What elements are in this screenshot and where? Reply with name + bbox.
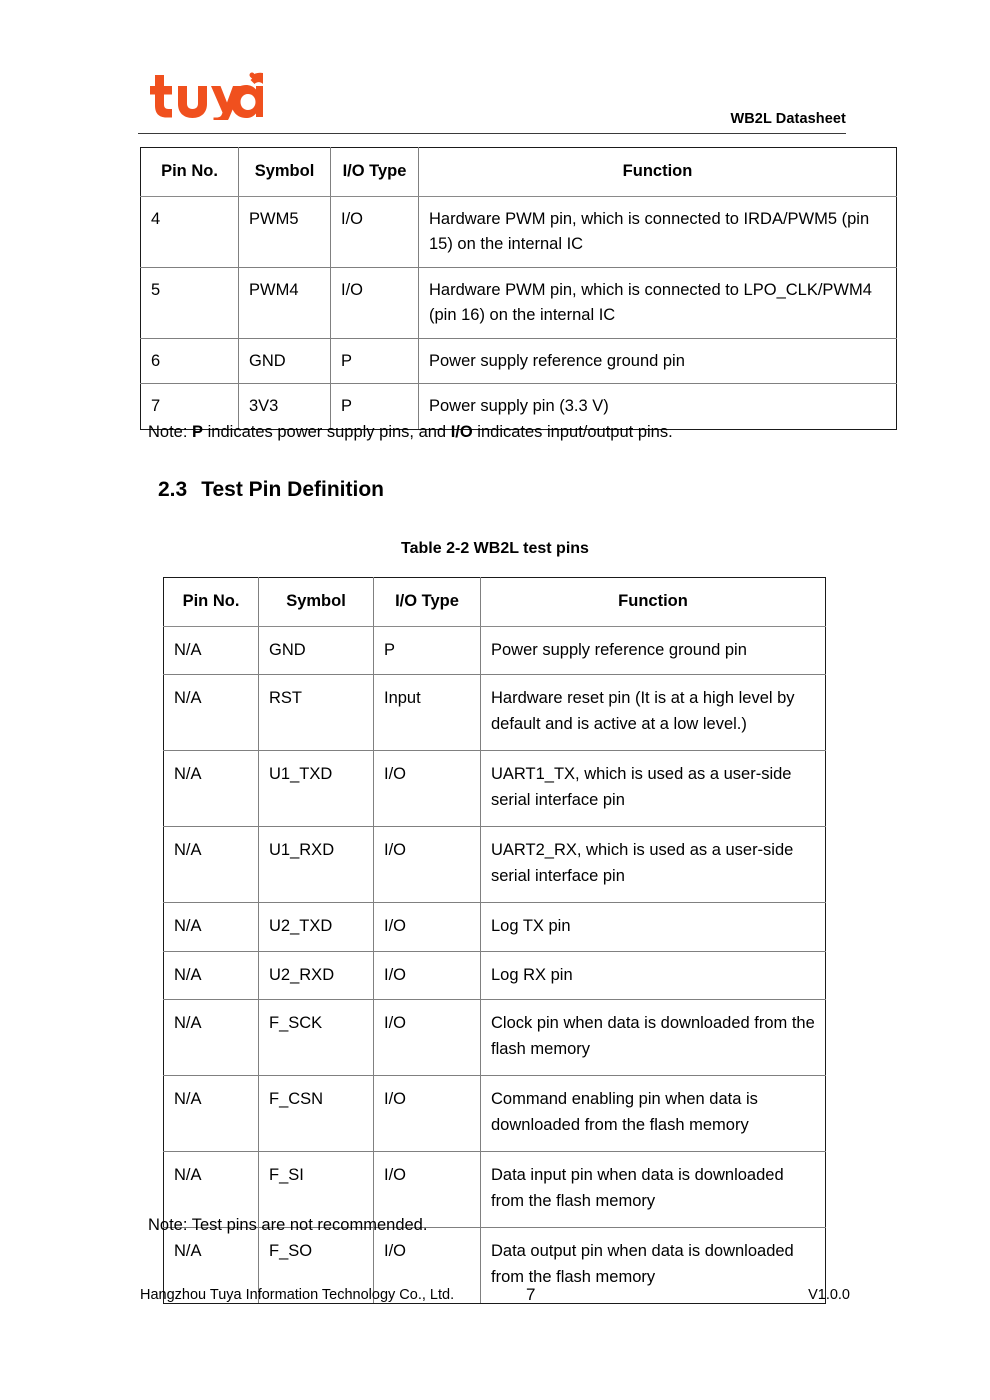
cell-io-type: Input xyxy=(374,675,481,751)
cell-symbol: U1_RXD xyxy=(259,827,374,903)
cell-pin-no: N/A xyxy=(164,1228,259,1304)
footer-company: Hangzhou Tuya Information Technology Co., Ltd. xyxy=(140,1287,455,1303)
cell-io-type: I/O xyxy=(331,196,419,267)
cell-symbol: GND xyxy=(259,626,374,675)
cell-function: Log RX pin xyxy=(481,951,826,1000)
page-header xyxy=(138,62,846,134)
cell-function: Data output pin when data is downloaded from the flash memory xyxy=(481,1228,826,1304)
column-header-symbol: Symbol xyxy=(239,148,331,197)
cell-symbol: F_SI xyxy=(259,1152,374,1228)
cell-pin-no: N/A xyxy=(164,827,259,903)
cell-function: Clock pin when data is downloaded from the flash memory xyxy=(481,1000,826,1076)
cell-pin-no: 7 xyxy=(141,384,239,430)
section-number: 2.3 xyxy=(158,478,188,501)
column-header-io-type: I/O Type xyxy=(331,148,419,197)
column-header-function: Function xyxy=(481,578,826,627)
table-row xyxy=(164,903,826,952)
table-header-row xyxy=(164,578,826,627)
note-suffix: indicates input/output pins. xyxy=(472,423,673,441)
table-row xyxy=(164,675,826,751)
cell-pin-no: N/A xyxy=(164,675,259,751)
cell-pin-no: N/A xyxy=(164,903,259,952)
cell-symbol: F_SO xyxy=(259,1228,374,1304)
cell-function: Hardware PWM pin, which is connected to LPO_CLK/PWM4 (pin 16) on the internal IC xyxy=(419,267,897,338)
cell-io-type: I/O xyxy=(374,1076,481,1152)
cell-function: Hardware reset pin (It is at a high level by default and is active at a low level.) xyxy=(481,675,826,751)
cell-pin-no: N/A xyxy=(164,951,259,1000)
cell-symbol: 3V3 xyxy=(239,384,331,430)
cell-pin-no: N/A xyxy=(164,1076,259,1152)
cell-io-type: I/O xyxy=(374,827,481,903)
cell-symbol: U2_RXD xyxy=(259,951,374,1000)
note-bold-p: P xyxy=(192,423,204,441)
column-header-pin-no: Pin No. xyxy=(164,578,259,627)
cell-function: Data input pin when data is downloaded from the flash memory xyxy=(481,1152,826,1228)
column-header-pin-no: Pin No. xyxy=(141,148,239,197)
table-header-row xyxy=(141,148,897,197)
cell-function: Power supply pin (3.3 V) xyxy=(419,384,897,430)
table-row xyxy=(164,827,826,903)
column-header-io-type: I/O Type xyxy=(374,578,481,627)
column-header-function: Function xyxy=(419,148,897,197)
table-row xyxy=(141,338,897,384)
cell-pin-no: 5 xyxy=(141,267,239,338)
table-row xyxy=(164,1076,826,1152)
table-row xyxy=(141,267,897,338)
cell-symbol: GND xyxy=(239,338,331,384)
section-title: Test Pin Definition xyxy=(201,478,384,501)
cell-symbol: RST xyxy=(259,675,374,751)
note-bold-io: I/O xyxy=(450,423,473,441)
cell-io-type: P xyxy=(374,626,481,675)
table-row xyxy=(164,951,826,1000)
table-row xyxy=(164,751,826,827)
note-test-pins: Note: Test pins are not recommended. xyxy=(148,1216,428,1234)
pin-definition-table xyxy=(140,147,897,430)
test-pin-table xyxy=(163,577,826,1304)
cell-io-type: I/O xyxy=(374,1000,481,1076)
cell-io-type: P xyxy=(331,384,419,430)
cell-function: UART2_RX, which is used as a user-side serial interface pin xyxy=(481,827,826,903)
tuya-logo xyxy=(148,68,263,120)
footer-page-number: 7 xyxy=(526,1285,536,1304)
cell-function: Log TX pin xyxy=(481,903,826,952)
cell-io-type: I/O xyxy=(331,267,419,338)
table-row xyxy=(141,196,897,267)
cell-function: Power supply reference ground pin xyxy=(419,338,897,384)
cell-pin-no: N/A xyxy=(164,1152,259,1228)
header-title: WB2L Datasheet xyxy=(730,111,846,127)
cell-function: Power supply reference ground pin xyxy=(481,626,826,675)
cell-pin-no: N/A xyxy=(164,626,259,675)
note-prefix: Note: xyxy=(148,423,193,441)
cell-symbol: F_SCK xyxy=(259,1000,374,1076)
cell-pin-no: 6 xyxy=(141,338,239,384)
footer-version: V1.0.0 xyxy=(808,1287,850,1303)
header-divider xyxy=(138,133,846,134)
table-caption: Table 2-2 WB2L test pins xyxy=(401,540,589,557)
note-power-pins xyxy=(148,423,673,442)
cell-symbol: U1_TXD xyxy=(259,751,374,827)
cell-pin-no: N/A xyxy=(164,1000,259,1076)
cell-function: Hardware PWM pin, which is connected to IRDA/PWM5 (pin 15) on the internal IC xyxy=(419,196,897,267)
cell-symbol: U2_TXD xyxy=(259,903,374,952)
cell-io-type: I/O xyxy=(374,1152,481,1228)
cell-function: UART1_TX, which is used as a user-side serial interface pin xyxy=(481,751,826,827)
table-row xyxy=(164,1000,826,1076)
cell-symbol: F_CSN xyxy=(259,1076,374,1152)
table-row xyxy=(164,626,826,675)
cell-io-type: I/O xyxy=(374,1228,481,1304)
cell-io-type: I/O xyxy=(374,951,481,1000)
section-heading xyxy=(158,478,384,502)
cell-symbol: PWM5 xyxy=(239,196,331,267)
cell-pin-no: 4 xyxy=(141,196,239,267)
cell-io-type: I/O xyxy=(374,751,481,827)
cell-symbol: PWM4 xyxy=(239,267,331,338)
cell-pin-no: N/A xyxy=(164,751,259,827)
note-middle: indicates power supply pins, and xyxy=(203,423,451,441)
page-footer xyxy=(140,1287,850,1307)
cell-function: Command enabling pin when data is downloaded from the flash memory xyxy=(481,1076,826,1152)
cell-io-type: I/O xyxy=(374,903,481,952)
column-header-symbol: Symbol xyxy=(259,578,374,627)
cell-io-type: P xyxy=(331,338,419,384)
